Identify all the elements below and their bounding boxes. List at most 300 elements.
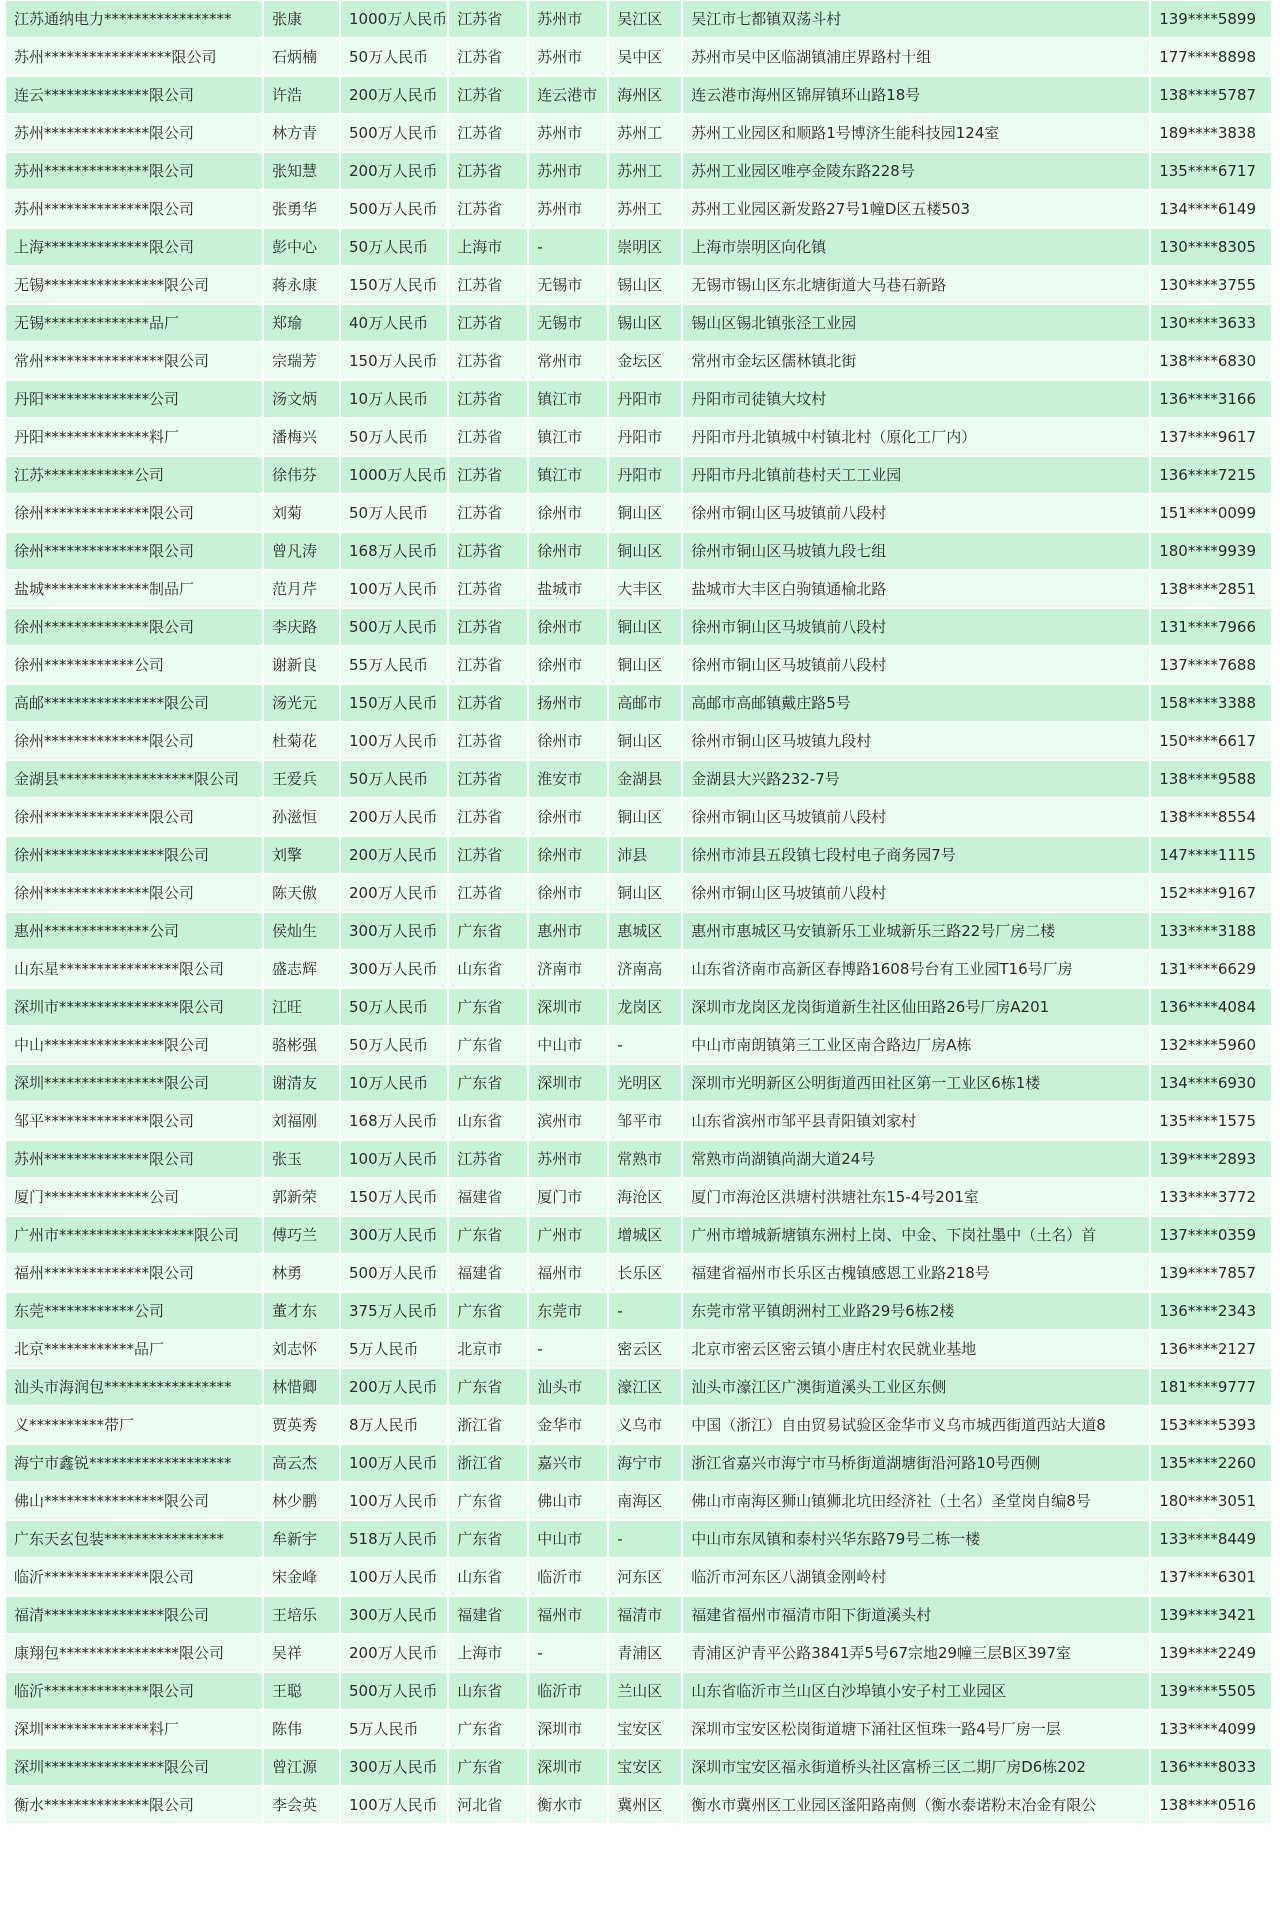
province-cell: 江苏省 [449,343,527,379]
phone-cell: 150****6617 [1151,723,1271,759]
province-cell: 山东省 [449,951,527,987]
phone-cell: 138****2851 [1151,571,1271,607]
district-cell: 海沧区 [609,1179,681,1215]
company-name-cell: 衡水**************限公司 [6,1787,262,1823]
legal-rep-cell: 刘擎 [264,837,339,873]
table-row [6,1787,1271,1823]
legal-rep-cell: 蒋永康 [264,267,339,303]
district-cell: 铜山区 [609,647,681,683]
district-cell: 铜山区 [609,723,681,759]
city-cell: 东莞市 [529,1293,607,1329]
legal-rep-cell: 张康 [264,1,339,37]
province-cell: 江苏省 [449,39,527,75]
province-cell: 江苏省 [449,77,527,113]
province-cell: 广东省 [449,1711,527,1747]
company-name-cell: 东莞************公司 [6,1293,262,1329]
legal-rep-cell: 陈天傲 [264,875,339,911]
province-cell: 广东省 [449,1027,527,1063]
company-name-cell: 海宁市鑫锐******************* [6,1445,262,1481]
registered-capital-cell: 200万人民币 [341,837,447,873]
city-cell: 滨州市 [529,1103,607,1139]
province-cell: 江苏省 [449,875,527,911]
district-cell: 铜山区 [609,533,681,569]
province-cell: 江苏省 [449,305,527,341]
phone-cell: 135****2260 [1151,1445,1271,1481]
district-cell: 福清市 [609,1597,681,1633]
address-cell: 徐州市铜山区马坡镇前八段村 [683,495,1149,531]
table-row [6,305,1271,341]
province-cell: 广东省 [449,1749,527,1785]
phone-cell: 131****7966 [1151,609,1271,645]
legal-rep-cell: 范月芹 [264,571,339,607]
phone-cell: 137****7688 [1151,647,1271,683]
address-cell: 深圳市龙岗区龙岗街道新生社区仙田路26号厂房A201 [683,989,1149,1025]
city-cell: 汕头市 [529,1369,607,1405]
legal-rep-cell: 杜菊花 [264,723,339,759]
legal-rep-cell: 王爱兵 [264,761,339,797]
address-cell: 惠州市惠城区马安镇新乐工业城新乐三路22号厂房二楼 [683,913,1149,949]
table-row [6,609,1271,645]
registered-capital-cell: 300万人民币 [341,913,447,949]
district-cell: 青浦区 [609,1635,681,1671]
table-row [6,761,1271,797]
phone-cell: 133****3188 [1151,913,1271,949]
province-cell: 广东省 [449,1217,527,1253]
table-row [6,39,1271,75]
province-cell: 福建省 [449,1597,527,1633]
registered-capital-cell: 50万人民币 [341,495,447,531]
phone-cell: 136****2343 [1151,1293,1271,1329]
table-row [6,1217,1271,1253]
district-cell: 吴中区 [609,39,681,75]
table-row [6,267,1271,303]
province-cell: 江苏省 [449,153,527,189]
district-cell: 崇明区 [609,229,681,265]
address-cell: 徐州市铜山区马坡镇前八段村 [683,799,1149,835]
registered-capital-cell: 40万人民币 [341,305,447,341]
district-cell: 苏州工 [609,153,681,189]
address-cell: 金湖县大兴路232-7号 [683,761,1149,797]
address-cell: 厦门市海沧区洪塘村洪塘社东15-4号201室 [683,1179,1149,1215]
registered-capital-cell: 200万人民币 [341,799,447,835]
company-name-cell: 佛山****************限公司 [6,1483,262,1519]
city-cell: 金华市 [529,1407,607,1443]
company-name-cell: 徐州**************限公司 [6,609,262,645]
company-table [4,0,1273,1825]
province-cell: 江苏省 [449,191,527,227]
legal-rep-cell: 曾江源 [264,1749,339,1785]
city-cell: 徐州市 [529,799,607,835]
province-cell: 江苏省 [449,457,527,493]
city-cell: 苏州市 [529,39,607,75]
company-name-cell: 苏州**************限公司 [6,191,262,227]
table-row [6,1521,1271,1557]
city-cell: 衡水市 [529,1787,607,1823]
legal-rep-cell: 王聪 [264,1673,339,1709]
legal-rep-cell: 董才东 [264,1293,339,1329]
company-name-cell: 福清****************限公司 [6,1597,262,1633]
phone-cell: 137****6301 [1151,1559,1271,1595]
address-cell: 丹阳市丹北镇城中村镇北村（原化工厂内） [683,419,1149,455]
registered-capital-cell: 200万人民币 [341,1369,447,1405]
registered-capital-cell: 50万人民币 [341,229,447,265]
address-cell: 广州市增城新塘镇东洲村上岗、中金、下岗社墨中（土名）首 [683,1217,1149,1253]
province-cell: 福建省 [449,1255,527,1291]
phone-cell: 180****9939 [1151,533,1271,569]
address-cell: 深圳市宝安区松岗街道塘下涌社区恒珠一路4号厂房一层 [683,1711,1149,1747]
address-cell: 浙江省嘉兴市海宁市马桥街道湖塘街沿河路10号西侧 [683,1445,1149,1481]
legal-rep-cell: 汤文炳 [264,381,339,417]
province-cell: 江苏省 [449,609,527,645]
registered-capital-cell: 150万人民币 [341,685,447,721]
registered-capital-cell: 50万人民币 [341,419,447,455]
registered-capital-cell: 1000万人民币 [341,1,447,37]
district-cell: 增城区 [609,1217,681,1253]
city-cell: 徐州市 [529,533,607,569]
company-name-cell: 康翔包****************限公司 [6,1635,262,1671]
registered-capital-cell: 10万人民币 [341,381,447,417]
address-cell: 吴江市七都镇双荡斗村 [683,1,1149,37]
district-cell: - [609,1027,681,1063]
registered-capital-cell: 300万人民币 [341,1749,447,1785]
district-cell: 惠城区 [609,913,681,949]
city-cell: 深圳市 [529,1065,607,1101]
province-cell: 山东省 [449,1559,527,1595]
address-cell: 山东省济南市高新区春博路1608号台有工业园T16号厂房 [683,951,1149,987]
legal-rep-cell: 王培乐 [264,1597,339,1633]
district-cell: 长乐区 [609,1255,681,1291]
city-cell: 临沂市 [529,1673,607,1709]
legal-rep-cell: 郑瑜 [264,305,339,341]
table-row [6,153,1271,189]
registered-capital-cell: 55万人民币 [341,647,447,683]
registered-capital-cell: 50万人民币 [341,39,447,75]
registered-capital-cell: 8万人民币 [341,1407,447,1443]
company-name-cell: 邹平**************限公司 [6,1103,262,1139]
address-cell: 无锡市锡山区东北塘街道大马巷石新路 [683,267,1149,303]
address-cell: 北京市密云区密云镇小唐庄村农民就业基地 [683,1331,1149,1367]
table-row [6,381,1271,417]
city-cell: 苏州市 [529,191,607,227]
province-cell: 广东省 [449,989,527,1025]
table-row [6,419,1271,455]
district-cell: 兰山区 [609,1673,681,1709]
address-cell: 徐州市沛县五段镇七段村电子商务园7号 [683,837,1149,873]
address-cell: 苏州工业园区新发路27号1幢D区五楼503 [683,191,1149,227]
district-cell: 吴江区 [609,1,681,37]
table-row [6,989,1271,1025]
phone-cell: 138****0516 [1151,1787,1271,1823]
legal-rep-cell: 彭中心 [264,229,339,265]
city-cell: 扬州市 [529,685,607,721]
province-cell: 广东省 [449,1369,527,1405]
district-cell: - [609,1293,681,1329]
phone-cell: 134****6149 [1151,191,1271,227]
province-cell: 广东省 [449,913,527,949]
legal-rep-cell: 林惜卿 [264,1369,339,1405]
province-cell: 上海市 [449,229,527,265]
company-name-cell: 中山****************限公司 [6,1027,262,1063]
table-row [6,1331,1271,1367]
district-cell: 宝安区 [609,1749,681,1785]
registered-capital-cell: 5万人民币 [341,1711,447,1747]
company-name-cell: 北京************品厂 [6,1331,262,1367]
address-cell: 福建省福州市福清市阳下街道溪头村 [683,1597,1149,1633]
company-name-cell: 苏州**************限公司 [6,153,262,189]
phone-cell: 130****3755 [1151,267,1271,303]
city-cell: - [529,1331,607,1367]
company-name-cell: 苏州*****************限公司 [6,39,262,75]
city-cell: 厦门市 [529,1179,607,1215]
table-row [6,457,1271,493]
registered-capital-cell: 500万人民币 [341,191,447,227]
registered-capital-cell: 50万人民币 [341,989,447,1025]
city-cell: 中山市 [529,1027,607,1063]
district-cell: 锡山区 [609,267,681,303]
city-cell: 嘉兴市 [529,1445,607,1481]
address-cell: 苏州工业园区和顺路1号博济生能科技园124室 [683,115,1149,151]
province-cell: 江苏省 [449,495,527,531]
phone-cell: 137****9617 [1151,419,1271,455]
province-cell: 江苏省 [449,533,527,569]
phone-cell: 136****7215 [1151,457,1271,493]
province-cell: 广东省 [449,1521,527,1557]
table-row [6,1027,1271,1063]
registered-capital-cell: 100万人民币 [341,1445,447,1481]
province-cell: 江苏省 [449,799,527,835]
legal-rep-cell: 高云杰 [264,1445,339,1481]
province-cell: 广东省 [449,1065,527,1101]
city-cell: 淮安市 [529,761,607,797]
city-cell: 连云港市 [529,77,607,113]
city-cell: 无锡市 [529,305,607,341]
city-cell: 常州市 [529,343,607,379]
phone-cell: 136****4084 [1151,989,1271,1025]
table-row [6,229,1271,265]
legal-rep-cell: 宋金峰 [264,1559,339,1595]
company-name-cell: 无锡****************限公司 [6,267,262,303]
company-name-cell: 广州市******************限公司 [6,1217,262,1253]
phone-cell: 189****3838 [1151,115,1271,151]
registered-capital-cell: 1000万人民币 [341,457,447,493]
district-cell: 锡山区 [609,305,681,341]
city-cell: 徐州市 [529,495,607,531]
address-cell: 徐州市铜山区马坡镇前八段村 [683,875,1149,911]
address-cell: 常熟市尚湖镇尚湖大道24号 [683,1141,1149,1177]
table-row [6,1407,1271,1443]
address-cell: 徐州市铜山区马坡镇九段村 [683,723,1149,759]
phone-cell: 133****3772 [1151,1179,1271,1215]
table-row [6,1597,1271,1633]
phone-cell: 151****0099 [1151,495,1271,531]
city-cell: 徐州市 [529,837,607,873]
province-cell: 广东省 [449,1293,527,1329]
company-name-cell: 丹阳**************公司 [6,381,262,417]
province-cell: 江苏省 [449,571,527,607]
legal-rep-cell: 许浩 [264,77,339,113]
address-cell: 青浦区沪青平公路3841弄5号67宗地29幢三层B区397室 [683,1635,1149,1671]
phone-cell: 135****6717 [1151,153,1271,189]
legal-rep-cell: 石炳楠 [264,39,339,75]
district-cell: 丹阳市 [609,381,681,417]
province-cell: 上海市 [449,1635,527,1671]
legal-rep-cell: 盛志辉 [264,951,339,987]
address-cell: 盐城市大丰区白驹镇通榆北路 [683,571,1149,607]
legal-rep-cell: 刘福刚 [264,1103,339,1139]
address-cell: 山东省临沂市兰山区白沙埠镇小安子村工业园区 [683,1673,1149,1709]
table-row [6,1293,1271,1329]
city-cell: 苏州市 [529,153,607,189]
company-name-cell: 临沂**************限公司 [6,1559,262,1595]
company-name-cell: 临沂**************限公司 [6,1673,262,1709]
city-cell: 徐州市 [529,875,607,911]
phone-cell: 130****3633 [1151,305,1271,341]
table-row [6,1103,1271,1139]
district-cell: 苏州工 [609,115,681,151]
legal-rep-cell: 宗瑞芳 [264,343,339,379]
legal-rep-cell: 李会英 [264,1787,339,1823]
district-cell: 铜山区 [609,495,681,531]
table-row [6,1369,1271,1405]
phone-cell: 139****5505 [1151,1673,1271,1709]
phone-cell: 133****4099 [1151,1711,1271,1747]
registered-capital-cell: 150万人民币 [341,343,447,379]
phone-cell: 158****3388 [1151,685,1271,721]
registered-capital-cell: 200万人民币 [341,875,447,911]
company-name-cell: 江苏通纳电力***************** [6,1,262,37]
registered-capital-cell: 50万人民币 [341,761,447,797]
city-cell: - [529,229,607,265]
city-cell: 深圳市 [529,1749,607,1785]
table-row [6,913,1271,949]
city-cell: 深圳市 [529,989,607,1025]
province-cell: 江苏省 [449,115,527,151]
table-row [6,1711,1271,1747]
table-row [6,533,1271,569]
province-cell: 江苏省 [449,837,527,873]
phone-cell: 181****9777 [1151,1369,1271,1405]
company-name-cell: 常州****************限公司 [6,343,262,379]
province-cell: 福建省 [449,1179,527,1215]
city-cell: 惠州市 [529,913,607,949]
address-cell: 山东省滨州市邹平县青阳镇刘家村 [683,1103,1149,1139]
address-cell: 汕头市濠江区广澳街道溪头工业区东侧 [683,1369,1149,1405]
province-cell: 江苏省 [449,381,527,417]
registered-capital-cell: 50万人民币 [341,1027,447,1063]
table-row [6,1749,1271,1785]
legal-rep-cell: 郭新荣 [264,1179,339,1215]
phone-cell: 139****5899 [1151,1,1271,37]
registered-capital-cell: 100万人民币 [341,723,447,759]
registered-capital-cell: 5万人民币 [341,1331,447,1367]
legal-rep-cell: 潘梅兴 [264,419,339,455]
district-cell: 济南高 [609,951,681,987]
phone-cell: 152****9167 [1151,875,1271,911]
registered-capital-cell: 100万人民币 [341,571,447,607]
company-name-cell: 厦门**************公司 [6,1179,262,1215]
company-name-cell: 深圳市****************限公司 [6,989,262,1025]
city-cell: 福州市 [529,1255,607,1291]
phone-cell: 138****5787 [1151,77,1271,113]
district-cell: 冀州区 [609,1787,681,1823]
district-cell: 丹阳市 [609,419,681,455]
table-row [6,1635,1271,1671]
company-name-cell: 广东天玄包装**************** [6,1521,262,1557]
address-cell: 丹阳市司徒镇大坟村 [683,381,1149,417]
district-cell: 光明区 [609,1065,681,1101]
address-cell: 连云港市海州区锦屏镇环山路18号 [683,77,1149,113]
city-cell: 镇江市 [529,419,607,455]
phone-cell: 147****1115 [1151,837,1271,873]
legal-rep-cell: 刘菊 [264,495,339,531]
company-name-cell: 丹阳**************料厂 [6,419,262,455]
district-cell: 丹阳市 [609,457,681,493]
city-cell: 无锡市 [529,267,607,303]
registered-capital-cell: 300万人民币 [341,951,447,987]
district-cell: 南海区 [609,1483,681,1519]
address-cell: 常州市金坛区儒林镇北街 [683,343,1149,379]
legal-rep-cell: 刘志怀 [264,1331,339,1367]
address-cell: 深圳市宝安区福永街道桥头社区富桥三区二期厂房D6栋202 [683,1749,1149,1785]
company-name-cell: 高邮****************限公司 [6,685,262,721]
city-cell: 济南市 [529,951,607,987]
company-name-cell: 深圳**************料厂 [6,1711,262,1747]
registered-capital-cell: 300万人民币 [341,1597,447,1633]
phone-cell: 137****0359 [1151,1217,1271,1253]
phone-cell: 177****8898 [1151,39,1271,75]
address-cell: 临沂市河东区八湖镇金刚岭村 [683,1559,1149,1595]
province-cell: 江苏省 [449,1,527,37]
city-cell: 徐州市 [529,609,607,645]
legal-rep-cell: 吴祥 [264,1635,339,1671]
city-cell: 佛山市 [529,1483,607,1519]
table-row [6,1179,1271,1215]
city-cell: 临沂市 [529,1559,607,1595]
city-cell: 徐州市 [529,647,607,683]
district-cell: 铜山区 [609,875,681,911]
district-cell: 宝安区 [609,1711,681,1747]
legal-rep-cell: 谢新良 [264,647,339,683]
province-cell: 江苏省 [449,419,527,455]
address-cell: 中山市东凤镇和泰村兴华东路79号二栋一楼 [683,1521,1149,1557]
address-cell: 徐州市铜山区马坡镇九段七组 [683,533,1149,569]
legal-rep-cell: 傅巧兰 [264,1217,339,1253]
district-cell: 铜山区 [609,799,681,835]
phone-cell: 131****6629 [1151,951,1271,987]
address-cell: 高邮市高邮镇戴庄路5号 [683,685,1149,721]
address-cell: 徐州市铜山区马坡镇前八段村 [683,609,1149,645]
company-name-cell: 惠州**************公司 [6,913,262,949]
province-cell: 江苏省 [449,761,527,797]
district-cell: 龙岗区 [609,989,681,1025]
address-cell: 苏州工业园区唯亭金陵东路228号 [683,153,1149,189]
legal-rep-cell: 侯灿生 [264,913,339,949]
address-cell: 中国（浙江）自由贸易试验区金华市义乌市城西街道西站大道8 [683,1407,1149,1443]
legal-rep-cell: 张勇华 [264,191,339,227]
city-cell: 盐城市 [529,571,607,607]
legal-rep-cell: 徐伟芬 [264,457,339,493]
city-cell: - [529,1635,607,1671]
registered-capital-cell: 200万人民币 [341,77,447,113]
province-cell: 江苏省 [449,723,527,759]
legal-rep-cell: 李庆路 [264,609,339,645]
company-name-cell: 金湖县******************限公司 [6,761,262,797]
district-cell: - [609,1521,681,1557]
registered-capital-cell: 100万人民币 [341,1141,447,1177]
table-row [6,1673,1271,1709]
city-cell: 徐州市 [529,723,607,759]
city-cell: 苏州市 [529,1,607,37]
